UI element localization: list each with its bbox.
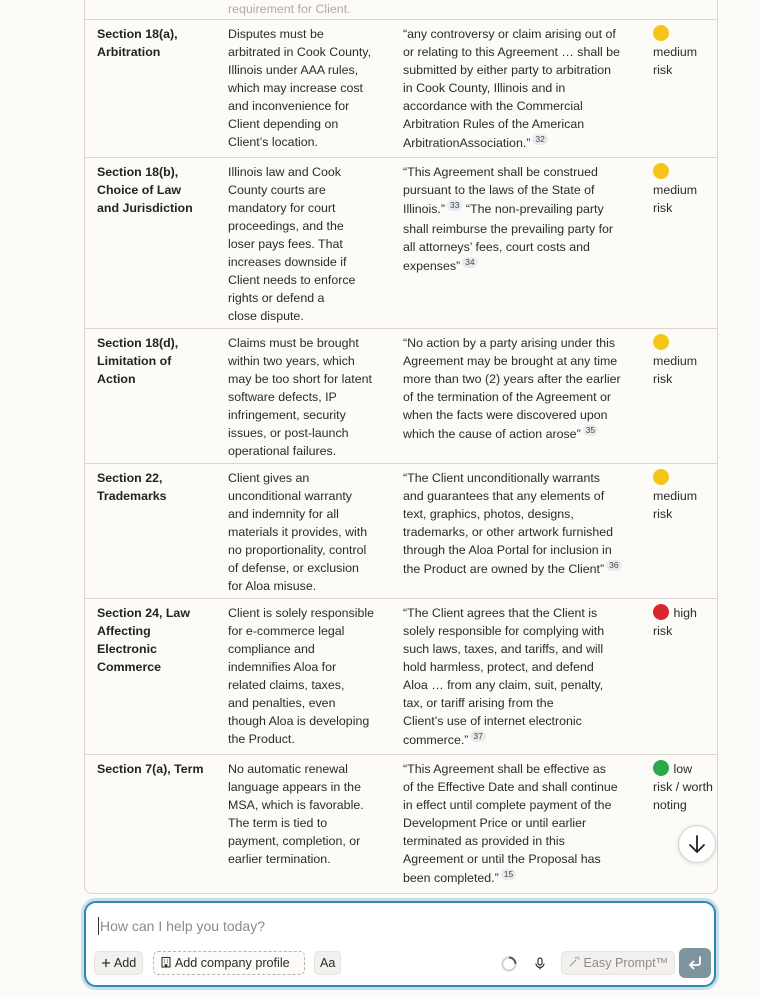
format-button[interactable]: Aa bbox=[314, 951, 341, 975]
quote-cell: “The Client unconditionally warrants and guarantees that any elements of text, graphics, photos, designs, trademarks, or other artwork furnished through the Aloa Portal for inclusion in the Product are owned by the Client” 36 bbox=[403, 464, 653, 598]
summary-cell: No automatic renewal language appears in the MSA, which is favorable. The term is tied to payment, completion, or earlier termination. bbox=[228, 762, 364, 866]
table-row bbox=[85, 464, 717, 599]
summary-cell: Disputes must be arbitrated in Cook County, Illinois under AAA rules, which may increase cost and inconvenience for Client depending on Client’s location. bbox=[228, 27, 372, 149]
citation-badge[interactable]: 34 bbox=[462, 257, 477, 268]
risk-cell: medium risk bbox=[653, 158, 717, 328]
summary-cell: Illinois law and Cook County courts are mandatory for court proceedings, and the loser pays fees. That increases downside if Client needs to enforce rights or defend a close dispute. bbox=[228, 165, 356, 323]
citation-badge[interactable]: 37 bbox=[470, 731, 485, 742]
citation-badge[interactable]: 33 bbox=[447, 200, 462, 211]
section-cell: Section 18(a), Arbitration bbox=[97, 27, 178, 59]
section-cell: Section 22, Trademarks bbox=[97, 471, 167, 503]
quote-cell: “any controversy or claim arising out of or relating to this Agreement … shall be submitted by either party to arbitration in Cook County, Illinois and in accordance with the Commercial Arbitration Rules of the American ArbitrationAssociation.” 32 bbox=[403, 27, 620, 150]
scroll-to-bottom-button[interactable] bbox=[678, 825, 716, 863]
table-row bbox=[85, 329, 717, 464]
summary-fragment: requirement for Client. bbox=[228, 2, 351, 16]
prompt-input[interactable]: How can I help you today? bbox=[100, 918, 265, 934]
quote-cell: “This Agreement shall be construed pursuant to the laws of the State of Illinois.” 33 “The non-prevailing party shall reimburse the prevailing party for all attorneys’ fees, court costs and expenses” 34 bbox=[403, 165, 614, 273]
high-risk-dot-icon bbox=[653, 604, 669, 620]
table-row-fragment bbox=[85, 0, 717, 20]
low-risk-dot-icon bbox=[653, 760, 669, 776]
citation-badge[interactable]: 36 bbox=[606, 560, 621, 571]
section-cell: Section 24, Law Affecting Electronic Commerce bbox=[97, 606, 190, 674]
quote-cell: “No action by a party arising under this Agreement may be brought at any time more than two (2) years after the earlier of the termination of the Agreement or when the facts were discovered upon which the cause of action arose” 35 bbox=[403, 336, 621, 441]
summary-cell: Claims must be brought within two years, which may be too short for latent software defects, IP infringement, security issues, or post-launch operational failures. bbox=[228, 336, 372, 458]
citation-badge[interactable]: 35 bbox=[583, 425, 598, 436]
easy-prompt-button[interactable]: Easy Prompt™ bbox=[561, 951, 675, 975]
table-row bbox=[85, 20, 717, 158]
risk-cell: medium risk bbox=[653, 464, 717, 598]
quote-cell: “This Agreement shall be effective as of the Effective Date and shall continue in effect until complete payment of the Development Price or until earlier terminated as provided in this Agreement or until the Proposal has been completed.” 15 bbox=[403, 762, 618, 885]
add-company-profile-button[interactable]: Add company profile bbox=[153, 951, 305, 975]
building-icon bbox=[160, 953, 172, 975]
plus-icon bbox=[101, 953, 111, 975]
section-cell: Section 18(d), Limitation of Action bbox=[97, 336, 179, 386]
chat-composer[interactable] bbox=[84, 901, 716, 987]
section-cell: Section 7(a), Term bbox=[97, 762, 204, 776]
medium-risk-dot-icon bbox=[653, 334, 669, 350]
enter-icon bbox=[679, 948, 711, 978]
risk-cell: medium risk bbox=[653, 20, 717, 157]
table-row bbox=[85, 755, 717, 893]
risk-cell: medium risk bbox=[653, 329, 717, 463]
risk-cell: low risk / worth noting bbox=[653, 762, 713, 812]
send-button[interactable] bbox=[679, 948, 711, 978]
citation-badge[interactable]: 15 bbox=[501, 869, 516, 880]
summary-cell: Client is solely responsible for e-commerce legal compliance and indemnifies Aloa for related claims, taxes, and penalties, even though Aloa is developing the Product. bbox=[228, 606, 375, 746]
table-row bbox=[85, 599, 717, 755]
citation-badge[interactable]: 32 bbox=[532, 134, 547, 145]
risk-table bbox=[84, 0, 718, 894]
magic-wand-icon bbox=[568, 953, 580, 975]
medium-risk-dot-icon bbox=[653, 25, 669, 41]
summary-cell: Client gives an unconditional warranty and indemnity for all materials it provides, with no proportionality, control of defense, or exclusion for Aloa misuse. bbox=[228, 471, 368, 593]
section-cell: Section 18(b), Choice of Law and Jurisdiction bbox=[97, 165, 193, 215]
microphone-icon[interactable] bbox=[533, 955, 547, 978]
loading-spinner-icon bbox=[500, 955, 518, 978]
medium-risk-dot-icon bbox=[653, 469, 669, 485]
medium-risk-dot-icon bbox=[653, 163, 669, 179]
risk-cell: high risk bbox=[653, 606, 697, 638]
table-row bbox=[85, 158, 717, 329]
arrow-down-icon bbox=[679, 826, 715, 862]
quote-cell: “The Client agrees that the Client is solely responsible for complying with such laws, taxes, and tariffs, and will hold harmless, protect, and defend Aloa … from any claim, suit, penalty, tax, or tariff arising from the Client’s use of internet electronic commerce.” 37 bbox=[403, 606, 605, 747]
add-button[interactable]: Add bbox=[94, 951, 143, 975]
